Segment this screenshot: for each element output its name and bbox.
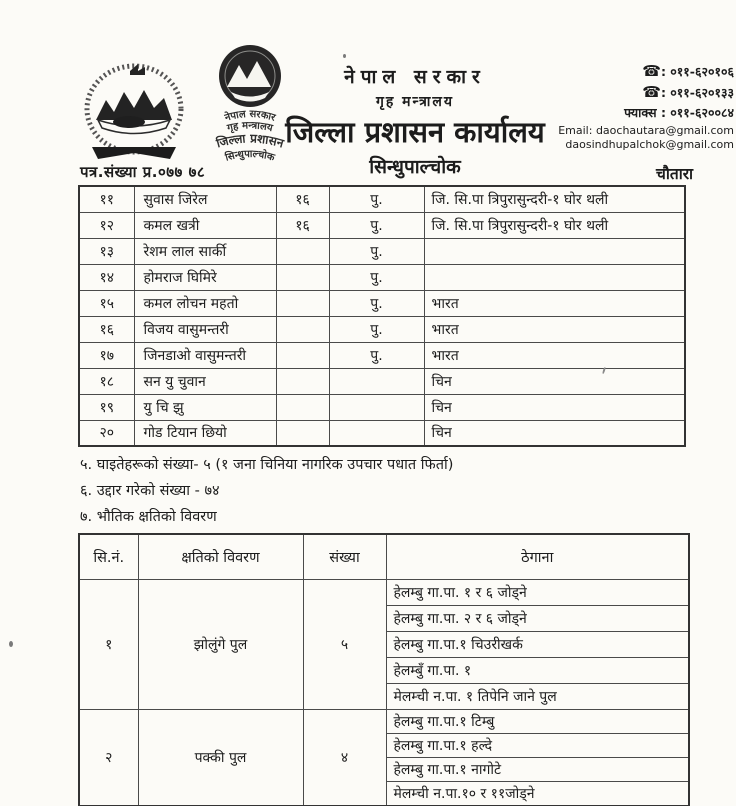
cell-address: मेलम्ची न.पा. १ तिपेनि जाने पुल: [386, 684, 689, 710]
cell-age: [276, 264, 329, 290]
svg-text:सिन्धुपाल्चोक: [223, 147, 277, 164]
cell-address: हेलम्बु गा.पा.१ चिउरीखर्क: [386, 632, 689, 658]
cell-serial: १९: [79, 394, 134, 420]
email-line-1: [524, 124, 734, 138]
stamp-line-district: सिन्धुपाल्चोक: [224, 148, 276, 164]
cell-damage-detail: झोलुंगे पुल: [138, 580, 303, 710]
cell-serial: १४: [79, 264, 134, 290]
place-name: चौतारा: [656, 165, 694, 183]
cell-age: १६: [276, 212, 329, 238]
note-damage-heading: ७. भौतिक क्षतिको विवरण: [80, 509, 217, 525]
cell-serial: २: [79, 710, 138, 806]
svg-text:जिल्ला प्रशासन: [214, 131, 287, 150]
cell-gender: पु.: [329, 290, 424, 316]
fax-label: फ्याक्स: [624, 105, 657, 120]
cell-address: [424, 238, 685, 264]
cell-age: [276, 420, 329, 446]
cell-gender: पु.: [329, 186, 424, 212]
note-rescued-count: ६. उद्दार गरेको संख्या - ७४: [80, 483, 220, 499]
cell-name: रेशम लाल सार्की: [134, 238, 276, 264]
cell-address: जि. सि.पा त्रिपुरासुन्दरी-१ घोर थली: [424, 186, 685, 212]
cell-name: यु चि झु: [134, 394, 276, 420]
cell-gender: [329, 394, 424, 420]
cell-age: [276, 368, 329, 394]
table-row: [79, 264, 685, 290]
persons-table: [78, 185, 686, 447]
cell-address: भारत: [424, 290, 685, 316]
cell-damage-detail: पक्की पुल: [138, 710, 303, 806]
cell-address: भारत: [424, 342, 685, 368]
cell-name: विजय वासुमन्तरी: [134, 316, 276, 342]
cell-serial: ११: [79, 186, 134, 212]
district-title: सिन्धुपाल्चोक: [369, 156, 461, 178]
cell-address: भारत: [424, 316, 685, 342]
cell-name: गोड टियान छियो: [134, 420, 276, 446]
cell-address: चिन: [424, 394, 685, 420]
letter-number: पत्र.संख्या प्र.०७७ ७८: [80, 163, 206, 181]
scan-speck: [343, 54, 346, 58]
cell-address: चिन: [424, 420, 685, 446]
cell-serial: २०: [79, 420, 134, 446]
cell-name: होमराज घिमिरे: [134, 264, 276, 290]
stamp-line-gov: नेपाल सरकार: [223, 108, 277, 124]
cell-serial: १८: [79, 368, 134, 394]
phone-line-2: [524, 83, 734, 101]
cell-name: सन यु चुवान: [134, 368, 276, 394]
header-damage-detail: क्षतिको विवरण: [138, 534, 303, 580]
cell-age: [276, 394, 329, 420]
cell-address: हेलम्बु गा.पा. १ र ६ जोड्ने: [386, 580, 689, 606]
fax-number: ०११-६२००८४: [670, 105, 734, 120]
cell-gender: [329, 368, 424, 394]
email-address-2: daosindhupalchok@gmail.com: [565, 138, 734, 152]
notes-block: [80, 452, 453, 530]
cell-serial: १: [79, 580, 138, 710]
damage-table-header-row: [79, 534, 689, 580]
phone-line-1: [524, 62, 734, 80]
table-row: [79, 316, 685, 342]
phone-number-2: ०११-६२०१३३: [670, 85, 734, 100]
cell-address: हेलम्बु गा.पा. २ र ६ जोड्ने: [386, 606, 689, 632]
cell-serial: १३: [79, 238, 134, 264]
table-row: [79, 420, 685, 446]
cell-address: हेलम्बु गा.पा.१ टिम्बु: [386, 710, 689, 734]
table-row: [79, 342, 685, 368]
cell-age: १६: [276, 186, 329, 212]
colon: :: [660, 64, 666, 79]
email-line-2: [524, 138, 734, 152]
cell-name: सुवास जिरेल: [134, 186, 276, 212]
cell-serial: १२: [79, 212, 134, 238]
cell-address: चिन: [424, 368, 685, 394]
header-count: संख्या: [303, 534, 386, 580]
cell-address: मेलम्ची न.पा.१० र ११जोड्ने: [386, 782, 689, 806]
header-address: ठेगाना: [386, 534, 689, 580]
cell-count: ४: [303, 710, 386, 806]
phone-icon: ☎: [642, 62, 661, 80]
table-row: [79, 238, 685, 264]
email-address-1: daochautara@gmail.com: [595, 124, 734, 137]
cell-age: [276, 342, 329, 368]
cell-name: कमल खत्री: [134, 212, 276, 238]
cell-gender: पु.: [329, 212, 424, 238]
note-injured-count: ५. घाइतेहरूको संख्या- ५ (१ जना चिनिया नागरिक उपचार पधात फिर्ता): [80, 457, 454, 473]
fax-line: [524, 104, 734, 121]
office-title: जिल्ला प्रशासन कार्यालय: [285, 115, 545, 149]
cell-address: जि. सि.पा त्रिपुरासुन्दरी-१ घोर थली: [424, 212, 685, 238]
office-stamp-icon: [186, 40, 314, 168]
cell-gender: पु.: [329, 238, 424, 264]
cell-address: हेलम्बु गा.पा.१ नागोटे: [386, 758, 689, 782]
colon: :: [660, 85, 666, 100]
table-row: [79, 368, 685, 394]
cell-age: [276, 316, 329, 342]
svg-text:गृह मन्त्रालय: [225, 120, 275, 134]
damage-table: [78, 533, 690, 806]
cell-count: ५: [303, 580, 386, 710]
cell-gender: पु.: [329, 342, 424, 368]
government-title: नेपाल सरकार: [344, 66, 486, 88]
cell-serial: १५: [79, 290, 134, 316]
ministry-title: गृह मन्त्रालय: [375, 94, 455, 110]
scan-speck: [9, 641, 13, 647]
table-row: [79, 394, 685, 420]
table-row: [79, 710, 689, 734]
phone-icon: ☎: [642, 83, 661, 101]
phone-number-1: ०११-६२०१०६: [670, 64, 734, 79]
stamp-line-ministry: गृह मन्त्रालय: [226, 120, 274, 135]
table-row: [79, 290, 685, 316]
table-row: [79, 580, 689, 606]
cell-gender: पु.: [329, 264, 424, 290]
cell-age: [276, 238, 329, 264]
colon: :: [660, 105, 666, 120]
nepal-emblem-icon: [82, 62, 186, 164]
cell-age: [276, 290, 329, 316]
cell-serial: १७: [79, 342, 134, 368]
stamp-line-office: जिल्ला प्रशासन: [214, 131, 286, 151]
cell-gender: [329, 420, 424, 446]
cell-name: जिनडाओ वासुमन्तरी: [134, 342, 276, 368]
cell-address: हेलम्बुँ गा.पा. १: [386, 658, 689, 684]
header-serial: सि.नं.: [79, 534, 138, 580]
contact-block: [524, 62, 734, 153]
table-row: [79, 212, 685, 238]
cell-address: हेलम्बु गा.पा.१ हल्दे: [386, 734, 689, 758]
table-row: [79, 186, 685, 212]
cell-gender: पु.: [329, 316, 424, 342]
cell-address: [424, 264, 685, 290]
cell-serial: १६: [79, 316, 134, 342]
email-label: Email:: [558, 124, 593, 137]
cell-name: कमल लोचन महतो: [134, 290, 276, 316]
